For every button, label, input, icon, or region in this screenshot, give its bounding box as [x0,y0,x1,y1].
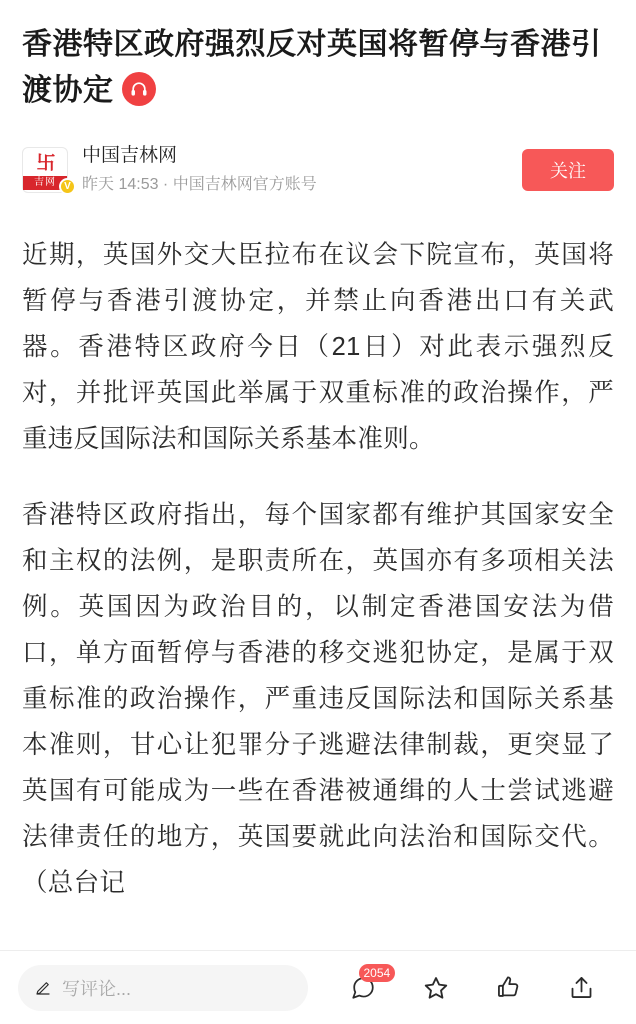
comment-placeholder-text: 写评论... [62,978,132,999]
thumbs-up-icon[interactable] [487,966,531,1010]
avatar[interactable] [22,147,71,193]
verified-badge-icon: V [59,178,76,195]
follow-button[interactable]: 关注 [522,149,614,191]
headphones-icon[interactable] [122,72,156,106]
comment-count-badge: 2054 [359,964,396,982]
article-paragraph: 近期，英国外交大臣拉布在议会下院宣布，英国将暂停与香港引渡协定，并禁止向香港出口有关武器。香港特区政府今日（21日）对此表示强烈反对，并批评英国此举属于双重标准的政治操作，严重违反国际法和国际关系基本准则。 [22,241,614,453]
bar-actions [308,966,618,1010]
bottom-action-bar [0,950,636,1024]
comment-input[interactable] [18,965,308,1011]
byline-text [82,143,522,197]
avatar-logo-mark: 卐 [36,153,56,174]
byline [22,142,614,198]
star-icon[interactable] [414,966,458,1010]
share-icon[interactable] [560,966,604,1010]
article-paragraph: 香港特区政府指出，每个国家都有维护其国家安全和主权的法例，是职责所在，英国亦有多项相关法例。英国因为政治目的，以制定香港国安法为借口，单方面暂停与香港的移交逃犯协定，是属于双重标准的政治操作，严重违反国际法和国际关系基本准则，甘心让犯罪分子逃避法律制裁，更突显了英国有可能成为一些在香港被通缉的人士尝试逃避法律责任的地方，英国要就此向法治和国际交代。（总台记 [22,501,614,897]
pen-icon [34,979,52,997]
article-body [22,232,614,906]
comment-icon[interactable] [341,965,391,1010]
avatar-logo-text: 吉网 [23,176,67,190]
source-name[interactable]: 中国吉林网 [82,145,178,166]
source-meta: 昨天 14:53 · 中国吉林网官方账号 [82,176,317,193]
headline-text: 香港特区政府强烈反对英国将暂停与香港引渡协定 [22,28,602,107]
page-title [22,22,614,114]
